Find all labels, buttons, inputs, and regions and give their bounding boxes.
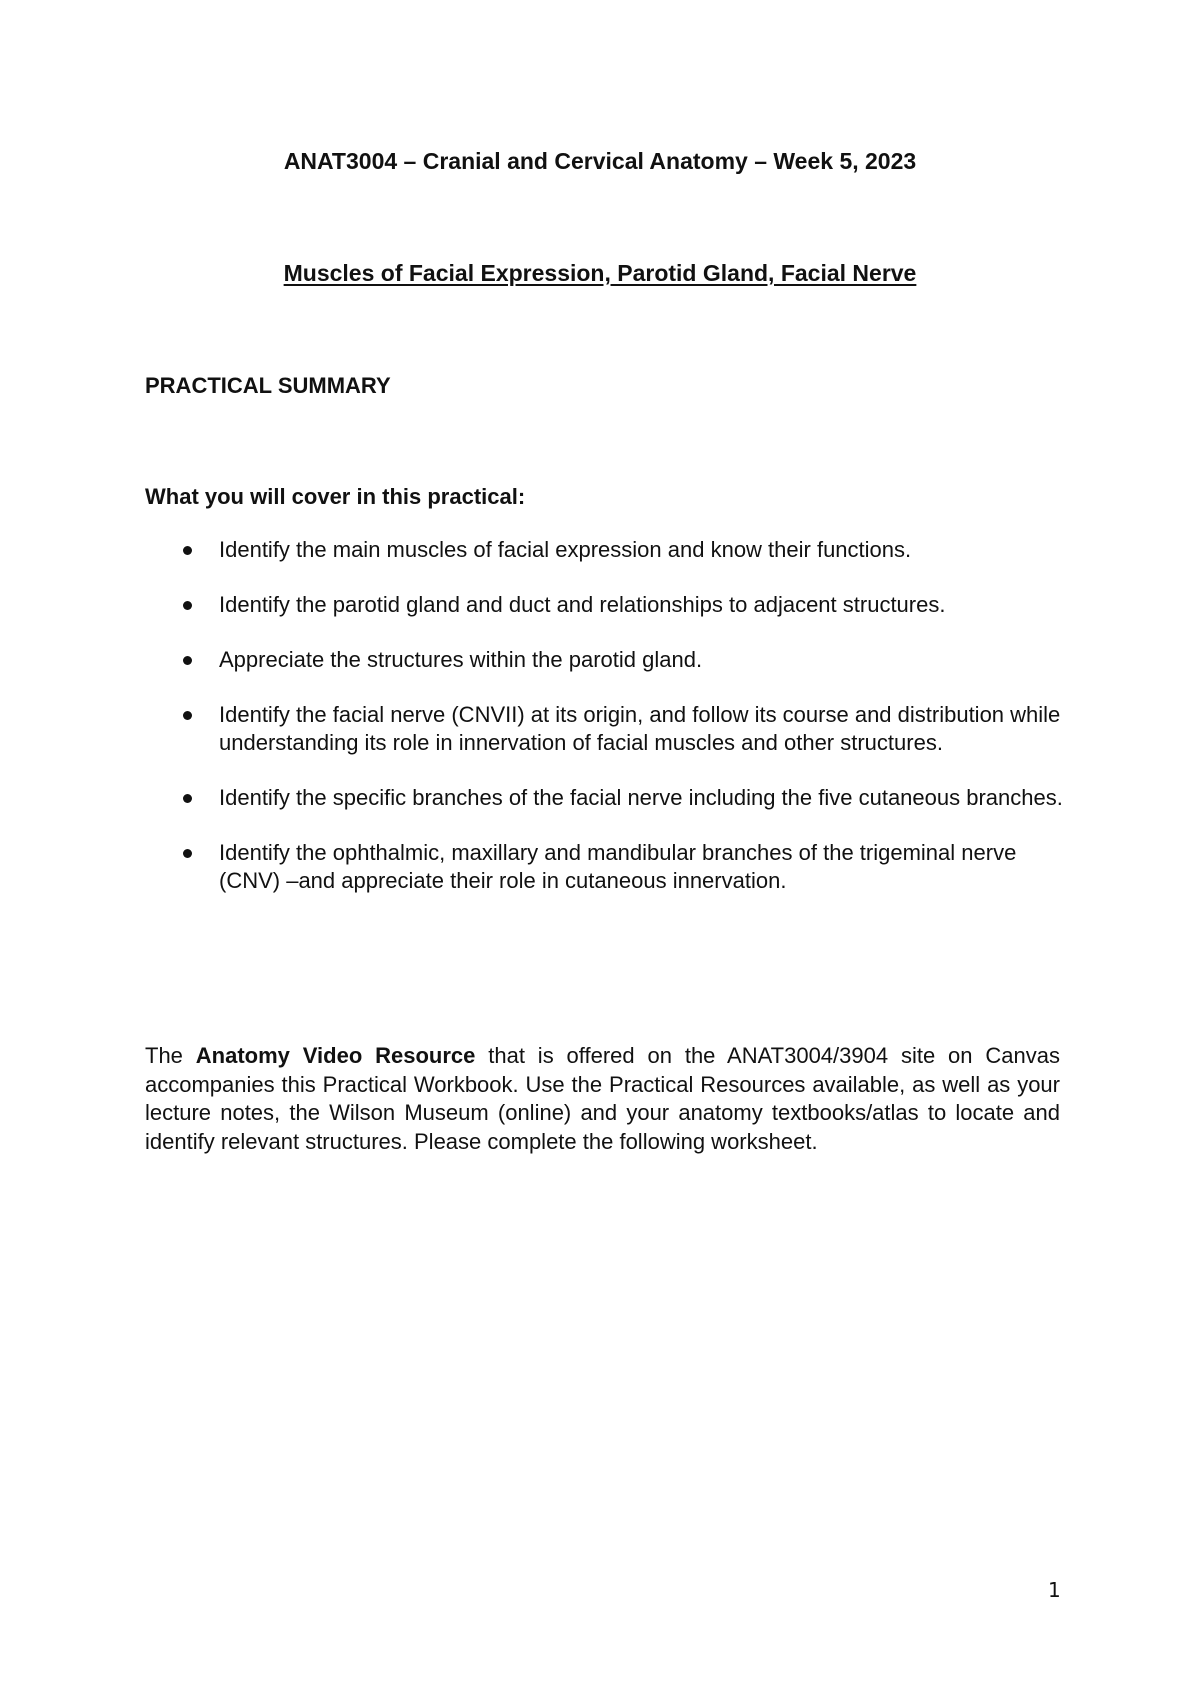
objective-item (145, 784, 1065, 812)
objective-text: Identify the facial nerve (CNVII) at its origin, and follow its course and distribution while understanding its role in innervation of facial muscles and other structures. (219, 702, 1061, 755)
bullet-icon (183, 794, 192, 803)
page-number: 1 (1048, 1578, 1061, 1602)
objective-item (145, 701, 1065, 757)
objective-item (145, 536, 1065, 564)
objective-text: Identify the ophthalmic, maxillary and mandibular branches of the trigeminal nerve (CNV) –and appreciate their role in cutaneous innervation. (219, 840, 1017, 893)
intro-rest: that is offered on the ANAT3004/3904 site on Canvas accompanies this Practical Workbook. Use the Practical Resources available, as well as your lecture notes, the Wilson Museum (online) and your anatomy textbooks/atlas to locate and identify relevant structures. Please complete the following worksheet. (145, 1043, 1060, 1154)
objective-text: Identify the main muscles of facial expression and know their functions. (219, 537, 912, 562)
course-title: ANAT3004 – Cranial and Cervical Anatomy – Week 5, 2023 (283, 148, 917, 174)
resource-name: Anatomy Video Resource (195, 1043, 476, 1068)
intro-paragraph (145, 1042, 1060, 1156)
objective-text: Identify the specific branches of the facial nerve including the five cutaneous branches. (219, 785, 1063, 810)
bullet-icon (183, 849, 192, 858)
bullet-icon (183, 656, 192, 665)
bullet-icon (183, 711, 192, 720)
practical-title: Muscles of Facial Expression, Parotid Gland, Facial Nerve (283, 260, 917, 286)
bullet-icon (183, 601, 192, 610)
objective-text: Identify the parotid gland and duct and relationships to adjacent structures. (219, 592, 946, 617)
summary-heading: PRACTICAL SUMMARY (145, 373, 391, 398)
cover-heading: What you will cover in this practical: (145, 484, 526, 509)
objectives-list (145, 536, 1065, 922)
intro-lead: The (145, 1043, 183, 1068)
objective-item (145, 646, 1065, 674)
objective-text: Appreciate the structures within the parotid gland. (219, 647, 703, 672)
bullet-icon (183, 546, 192, 555)
objective-item (145, 839, 1065, 895)
objective-item (145, 591, 1065, 619)
